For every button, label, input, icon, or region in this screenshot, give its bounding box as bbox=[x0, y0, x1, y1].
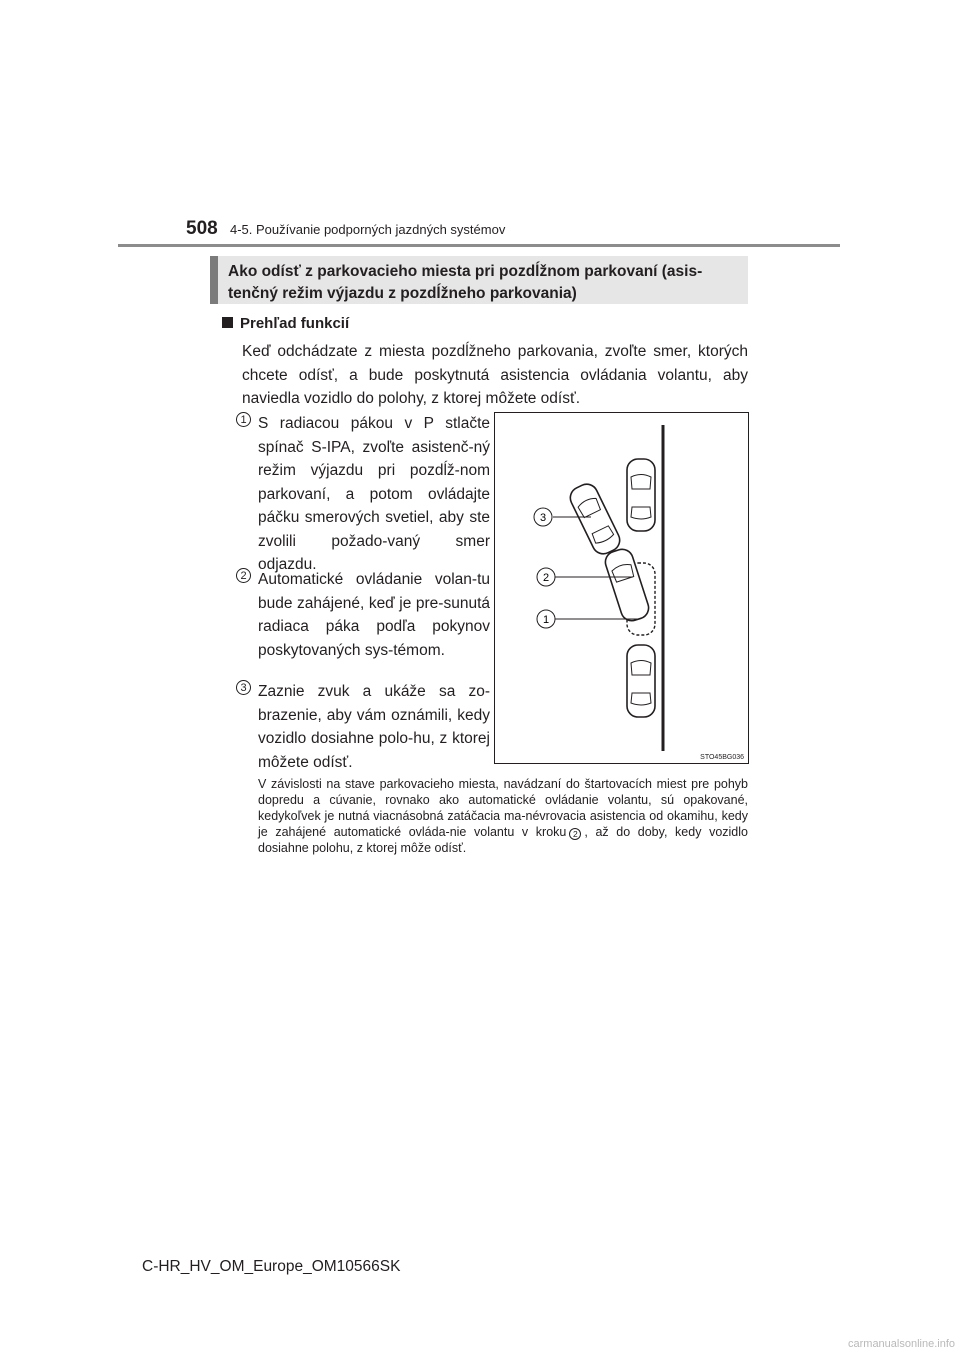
step-text: Zaznie zvuk a ukáže sa zo-brazenie, aby vám oznámili, kedy vozidlo dosiahne polo-hu, z ktorej môžete odísť. bbox=[258, 683, 490, 771]
callout-label: 2 bbox=[542, 572, 550, 584]
step-text: Automatické ovládanie volan-tu bude zahájené, keď je pre-sunutá radiaca páka podľa pokynov poskytovaných sys-témom. bbox=[258, 571, 490, 659]
watermark: carmanualsonline.info bbox=[848, 1338, 956, 1350]
parked-car-rear-icon bbox=[627, 645, 655, 717]
square-bullet-icon bbox=[222, 317, 233, 328]
document-footer: C-HR_HV_OM_Europe_OM10566SK bbox=[142, 1258, 401, 1275]
note-text-part-2: , až do doby, kedy vozidlo dosiahne polohu, z ktorej môže odísť. bbox=[258, 825, 748, 855]
callout-label: 3 bbox=[539, 512, 547, 524]
step-reference-badge: 2 bbox=[569, 828, 581, 840]
step-number-badge: 2 bbox=[236, 568, 251, 583]
step-2 bbox=[236, 568, 492, 678]
note-text-part-1: V závislosti na stave parkovacieho miesta, navádzaní do štartovacích miest pre pohyb dopredu a cúvanie, rovnako ako automatické ovládanie volantu, sú opakované, kedykoľvek je nutná viacnásobná zatáčacia ma-névrovacia asistencia od okamihu, kedy je zahájené automatické ovláda-nie volantu v kroku bbox=[258, 777, 748, 839]
step-3 bbox=[236, 680, 492, 770]
topic-heading-line-1: Ako odísť z parkovacieho miesta pri pozdĺžnom parkovaní (asis- bbox=[228, 263, 703, 280]
note-paragraph bbox=[258, 776, 748, 856]
figure-code: STO45BG036 bbox=[700, 754, 744, 761]
vehicle-position-3-icon bbox=[567, 481, 624, 558]
topic-heading bbox=[210, 256, 748, 304]
page-number: 508 bbox=[186, 218, 218, 239]
intro-paragraph: Keď odchádzate z miesta pozdĺžneho parkovania, zvoľte smer, ktorých chcete odísť, a bude poskytnutá asistencia ovládania volantu, aby naviedla vozidlo do polohy, z ktorej môžete odísť. bbox=[242, 343, 748, 407]
parking-diagram bbox=[495, 413, 748, 763]
step-text: S radiacou pákou v P stlačte spínač S-IPA, zvoľte asistenč-ný režim výjazdu pri pozdĺž-nom parkovaní, a potom ovládajte páčku smerových svetiel, aby ste zvolili požado-vaný smer odjazdu. bbox=[258, 415, 490, 573]
step-1 bbox=[236, 412, 492, 573]
subheading bbox=[222, 315, 349, 332]
step-number-badge: 3 bbox=[236, 680, 251, 695]
parked-car-front-icon bbox=[627, 459, 655, 531]
header-divider bbox=[118, 244, 840, 247]
section-title: 4-5. Používanie podporných jazdných systémov bbox=[230, 222, 506, 237]
step-number-badge: 1 bbox=[236, 412, 251, 427]
topic-heading-line-2: tenčný režim výjazdu z pozdĺžneho parkovania) bbox=[228, 285, 577, 302]
parking-exit-illustration bbox=[494, 412, 749, 764]
callout-label: 1 bbox=[542, 614, 550, 626]
subheading-text: Prehľad funkcií bbox=[240, 315, 350, 332]
